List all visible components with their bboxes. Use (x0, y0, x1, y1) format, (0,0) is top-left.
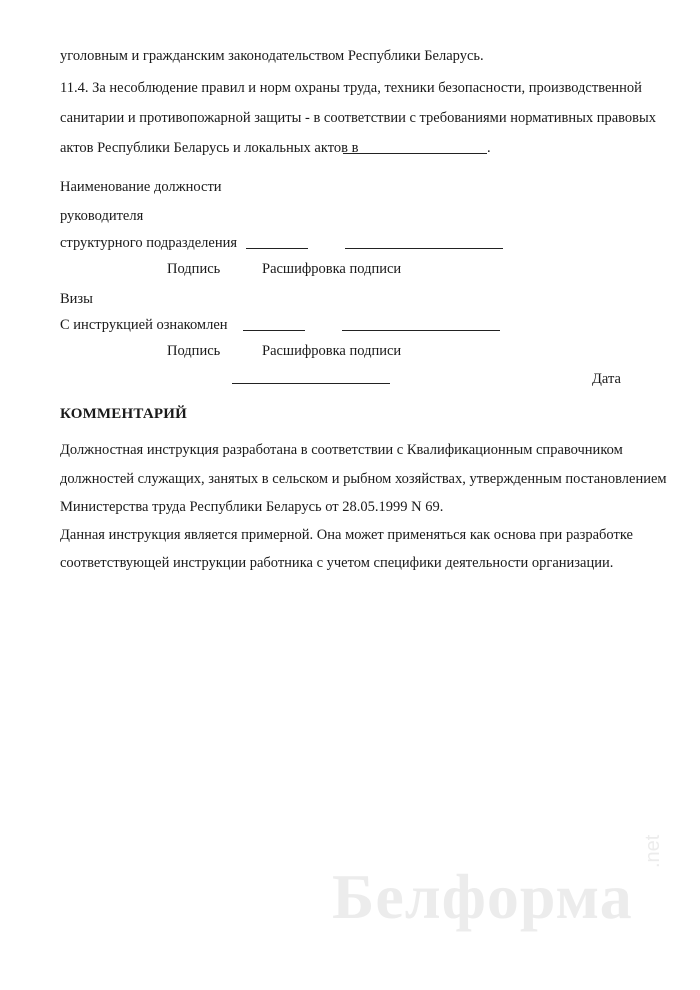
date-label: Дата (592, 371, 621, 387)
signature-line (246, 248, 308, 249)
paragraph-line: уголовным и гражданским законодательством Республики Беларусь. (60, 48, 484, 64)
paragraph-line-end: . (487, 140, 491, 156)
position-label: руководителя (60, 208, 144, 224)
comment-line: Министерства труда Республики Беларусь от 28.05.1999 N 69. (60, 499, 444, 515)
comment-line: Данная инструкция является примерной. Она может применяться как основа при разработке (60, 527, 633, 543)
signature-decoding-line (342, 330, 500, 331)
signature-caption: Подпись (167, 343, 221, 359)
signature-decoding-caption: Расшифровка подписи (262, 261, 402, 277)
position-label: структурного подразделения (60, 235, 238, 251)
comment-line: соответствующей инструкции работника с учетом специфики деятельности организации. (60, 555, 614, 571)
paragraph-line: санитарии и противопожарной защиты - в соответствии с требованиями нормативных правовых (60, 110, 656, 126)
signature-decoding-caption: Расшифровка подписи (262, 343, 402, 359)
date-line (232, 383, 390, 384)
comment-heading: КОММЕНТАРИЙ (60, 406, 187, 422)
signature-decoding-line (345, 248, 503, 249)
watermark-logo-tld: .net (642, 834, 664, 868)
visas-label: Визы (60, 291, 93, 307)
fill-in-blank (343, 153, 487, 154)
watermark-logo: Белформа (332, 861, 633, 932)
paragraph-line: актов Республики Беларусь и локальных актов в (60, 140, 359, 156)
paragraph-line: 11.4. За несоблюдение правил и норм охраны труда, техники безопасности, производственной (60, 80, 642, 96)
signature-line (243, 330, 305, 331)
comment-line: должностей служащих, занятых в сельском и рыбном хозяйствах, утвержденным постановлением (60, 471, 667, 487)
position-label: Наименование должности (60, 179, 222, 195)
signature-caption: Подпись (167, 261, 221, 277)
comment-line: Должностная инструкция разработана в соответствии с Квалификационным справочником (60, 442, 623, 458)
acquainted-label: С инструкцией ознакомлен (60, 317, 228, 333)
